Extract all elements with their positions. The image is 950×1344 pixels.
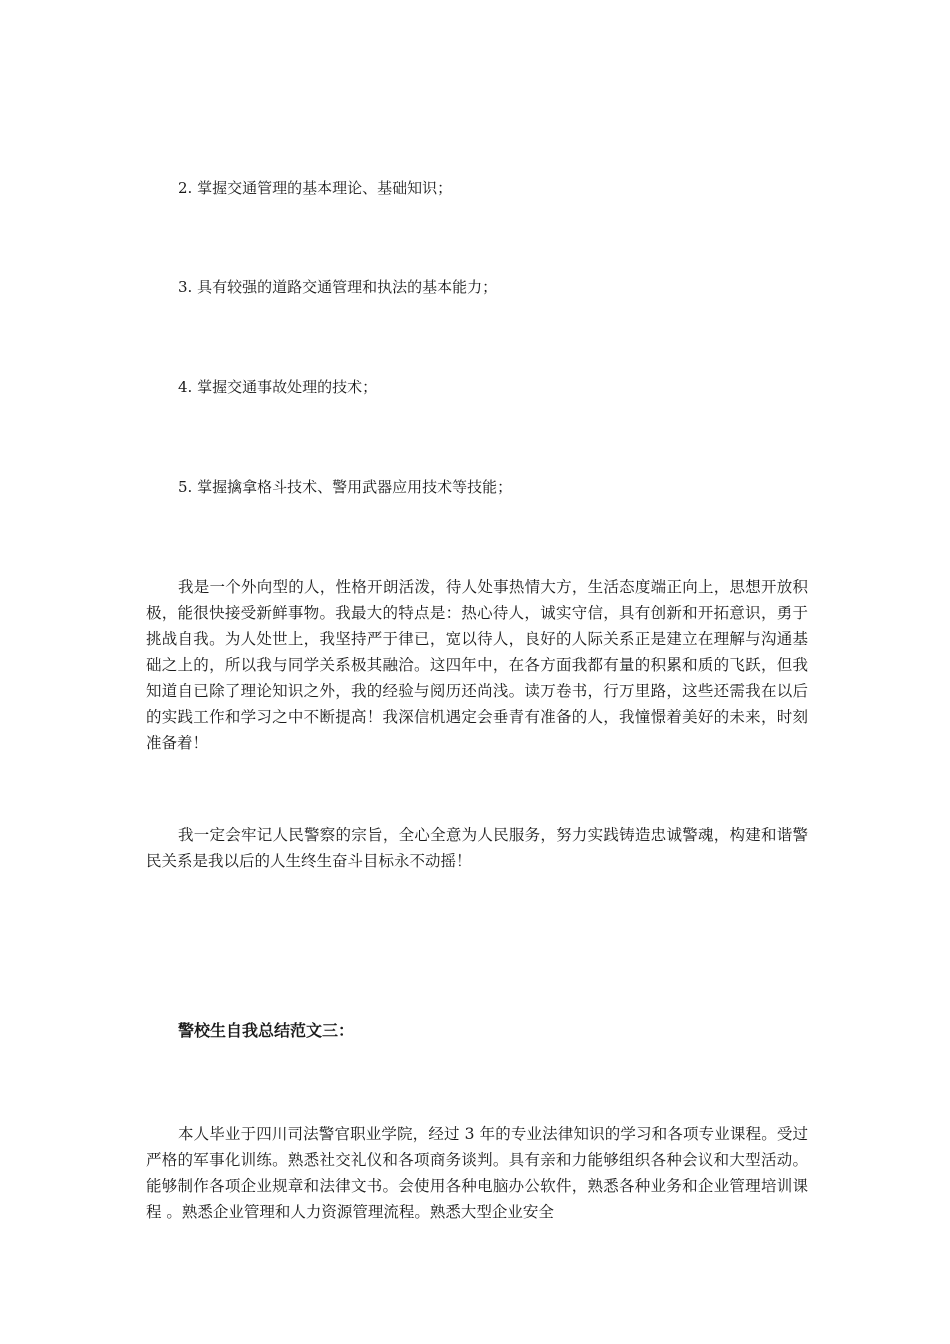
commitment-paragraph: 我一定会牢记人民警察的宗旨，全心全意为人民服务，努力实践铸造忠诚警魂，构建和谐警民关系是我以后的人生终生奋斗目标永不动摇！: [146, 826, 808, 870]
section-heading: 警校生自我总结范文三：: [178, 1021, 355, 1040]
list-item-3: 3. 具有较强的道路交通管理和执法的基本能力；: [178, 278, 498, 296]
summary-paragraph: 本人毕业于四川司法警官职业学院，经过 3 年的专业法律知识的学习和各项专业课程。受过严格的军事化训练。熟悉社交礼仪和各项商务谈判。具有亲和力能够组织各种会议和大型活动。能够制作各项企业规章和法律文书。会使用各种电脑办公软件，熟悉各种业务和企业管理培训课程 。熟悉企业管理和人力资源管理流程。熟悉大型企业安全: [146, 1125, 808, 1221]
list-item-4: 4. 掌握交通事故处理的技术；: [178, 378, 378, 396]
list-item-5: 5. 掌握擒拿格斗技术、警用武器应用技术等技能；: [178, 478, 513, 496]
list-item-2: 2. 掌握交通管理的基本理论、基础知识；: [178, 179, 453, 197]
self-description-paragraph: 我是一个外向型的人，性格开朗活泼，待人处事热情大方，生活态度端正向上，思想开放积极，能很快接受新鲜事物。我最大的特点是：热心待人，诚实守信，具有创新和开拓意识，勇于挑战自我。为人处世上，我坚持严于律已，宽以待人，良好的人际关系正是建立在理解与沟通基础之上的，所以我与同学关系极其融洽。这四年中，在各方面我都有量的积累和质的飞跃，但我知道自已除了理论知识之外，我的经验与阅历还尚浅。读万卷书，行万里路，这些还需我在以后的实践工作和学习之中不断提高！我深信机遇定会垂青有准备的人，我憧憬着美好的未来，时刻准备着！: [146, 578, 808, 752]
